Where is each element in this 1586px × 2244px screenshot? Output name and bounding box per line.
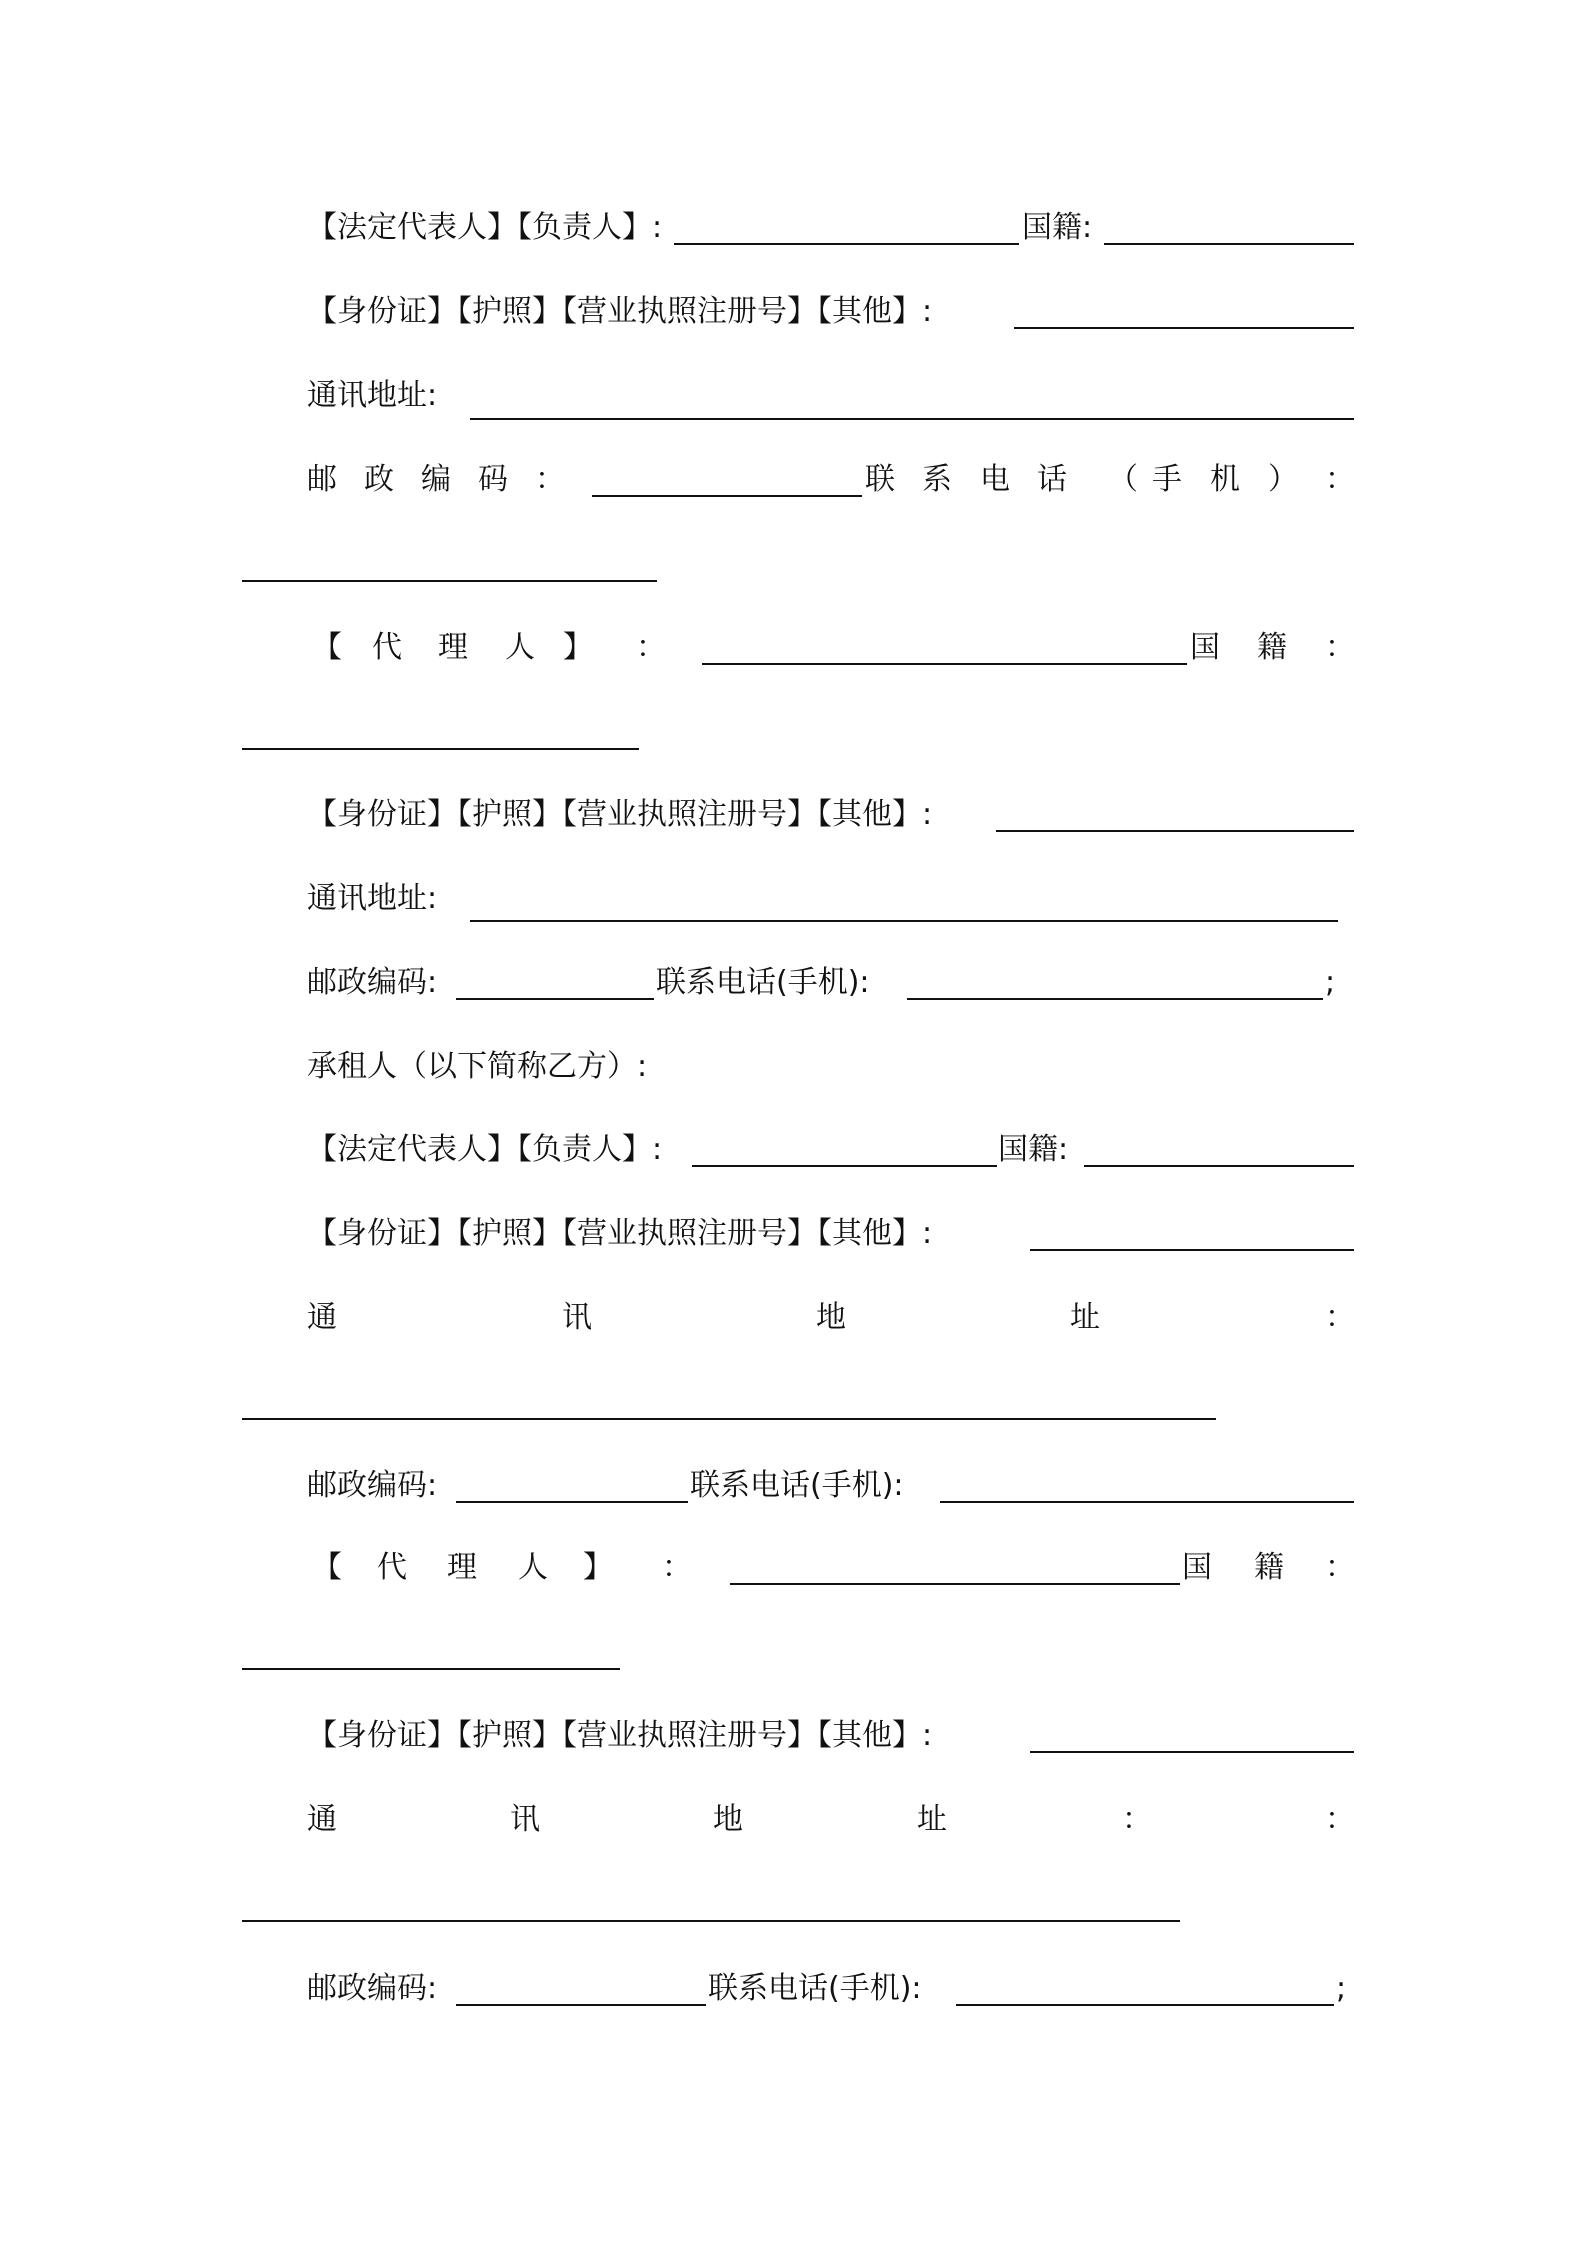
lessee-agent-char-0: 【 bbox=[312, 1550, 342, 1585]
lessor-agent-id-blank[interactable] bbox=[996, 830, 1354, 832]
lessee-id-label: 【身份证】【护照】【营业执照注册号】【其他】: bbox=[307, 1216, 933, 1251]
lessor-rep-label: 【法定代表人】【负责人】: bbox=[307, 210, 663, 245]
lessor-agent-blank[interactable] bbox=[702, 663, 1187, 665]
lessee-nationality-label: 国籍: bbox=[998, 1132, 1069, 1167]
lessee-phone-blank[interactable] bbox=[940, 1501, 1354, 1503]
lessee-agent-char-4: 】 bbox=[583, 1550, 613, 1585]
lessee-postal-label: 邮政编码: bbox=[307, 1468, 438, 1503]
lessor-phone-char-2: 电 bbox=[980, 462, 1010, 497]
lessee-agent-nationality-blank[interactable] bbox=[242, 1668, 620, 1670]
lessor-agent-phone-label: 联系电话(手机): bbox=[656, 965, 870, 1000]
lessor-agent-address-blank[interactable] bbox=[470, 920, 1338, 922]
lessee-address-char-1: 讯 bbox=[562, 1300, 592, 1335]
lessee-agent-phone-blank[interactable] bbox=[956, 2004, 1334, 2006]
lessor-agent-nat-char-0: 国 bbox=[1190, 630, 1220, 665]
lessor-agent-phone-blank[interactable] bbox=[907, 998, 1323, 1000]
lessor-phone-char-4: （ bbox=[1108, 462, 1138, 497]
lessee-agent-nat-char-0: 国 bbox=[1182, 1550, 1212, 1585]
lessor-postal-char-0: 邮 bbox=[307, 462, 337, 497]
lessee-agent-postal-label: 邮政编码: bbox=[307, 1971, 438, 2006]
lessee-nationality-blank[interactable] bbox=[1084, 1165, 1354, 1167]
lessor-phone-char-8: ： bbox=[1325, 462, 1355, 497]
lessee-address-char-0: 通 bbox=[307, 1300, 337, 1335]
lessee-agent-address-char-1: 讯 bbox=[510, 1802, 540, 1837]
lessor-agent-nat-char-2: ： bbox=[1325, 630, 1355, 665]
lessee-agent-address-char-4: ： bbox=[1122, 1802, 1152, 1837]
lessee-agent-address-char-3: 址 bbox=[917, 1802, 947, 1837]
lessee-rep-blank[interactable] bbox=[692, 1165, 997, 1167]
lessor-id-blank[interactable] bbox=[1014, 327, 1354, 329]
lessor-postal-char-2: 编 bbox=[421, 462, 451, 497]
lessee-agent-blank[interactable] bbox=[730, 1583, 1180, 1585]
lessor-postal-char-3: 码 bbox=[478, 462, 508, 497]
lessee-phone-label: 联系电话(手机): bbox=[690, 1468, 904, 1503]
lessor-rep-blank[interactable] bbox=[674, 243, 1019, 245]
lessor-phone-char-6: 机 bbox=[1210, 462, 1240, 497]
lessor-phone-char-5: 手 bbox=[1152, 462, 1182, 497]
lessee-agent-address-blank[interactable] bbox=[242, 1920, 1180, 1922]
lessor-agent-id-label: 【身份证】【护照】【营业执照注册号】【其他】: bbox=[307, 797, 933, 832]
lessee-address-char-2: 地 bbox=[816, 1300, 846, 1335]
lessee-agent-nat-char-1: 籍 bbox=[1254, 1550, 1284, 1585]
lessee-agent-char-3: 人 bbox=[518, 1550, 548, 1585]
lessor-agent-char-0: 【 bbox=[312, 630, 342, 665]
lessor-id-label: 【身份证】【护照】【营业执照注册号】【其他】: bbox=[307, 294, 933, 329]
lessor-agent-nationality-blank[interactable] bbox=[242, 748, 639, 750]
lessor-nationality-label: 国籍: bbox=[1022, 210, 1093, 245]
lessee-postal-blank[interactable] bbox=[456, 1501, 688, 1503]
lessor-postal-char-4: ： bbox=[535, 462, 565, 497]
lessee-agent-address-char-5: ： bbox=[1325, 1802, 1355, 1837]
lessor-agent-char-2: 理 bbox=[438, 630, 468, 665]
lessor-postal-blank[interactable] bbox=[592, 495, 862, 497]
lessor-address-blank[interactable] bbox=[470, 418, 1354, 420]
lessor-nationality-blank[interactable] bbox=[1104, 243, 1354, 245]
lessor-agent-postal-label: 邮政编码: bbox=[307, 965, 438, 1000]
lessee-agent-address-char-0: 通 bbox=[307, 1802, 337, 1837]
lessor-agent-char-4: 】 bbox=[563, 630, 593, 665]
lessee-address-blank[interactable] bbox=[242, 1418, 1216, 1420]
lessor-phone-char-3: 话 bbox=[1037, 462, 1067, 497]
lessee-agent-end-punct: ; bbox=[1336, 1971, 1347, 2006]
lessee-address-char-3: 址 bbox=[1070, 1300, 1100, 1335]
lessor-phone-blank[interactable] bbox=[242, 580, 657, 582]
lessor-address-label: 通讯地址: bbox=[307, 378, 438, 413]
lessor-phone-char-7: ） bbox=[1268, 462, 1298, 497]
lessor-agent-char-1: 代 bbox=[372, 630, 402, 665]
lessor-agent-address-label: 通讯地址: bbox=[307, 881, 438, 916]
lessee-id-blank[interactable] bbox=[1030, 1249, 1354, 1251]
lessor-agent-nat-char-1: 籍 bbox=[1257, 630, 1287, 665]
lessor-postal-char-1: 政 bbox=[364, 462, 394, 497]
lessor-agent-end-punct: ; bbox=[1325, 965, 1336, 1000]
lessor-phone-char-0: 联 bbox=[865, 462, 895, 497]
lessee-agent-id-label: 【身份证】【护照】【营业执照注册号】【其他】: bbox=[307, 1718, 933, 1753]
lessee-agent-postal-blank[interactable] bbox=[456, 2004, 706, 2006]
lessee-agent-phone-label: 联系电话(手机): bbox=[708, 1971, 922, 2006]
lessor-agent-char-3: 人 bbox=[505, 630, 535, 665]
lessee-agent-nat-char-2: ： bbox=[1325, 1550, 1355, 1585]
lessor-phone-char-1: 系 bbox=[922, 462, 952, 497]
lessor-agent-postal-blank[interactable] bbox=[456, 998, 654, 1000]
lessee-agent-char-1: 代 bbox=[377, 1550, 407, 1585]
lessee-rep-label: 【法定代表人】【负责人】: bbox=[307, 1132, 663, 1167]
lessee-agent-char-2: 理 bbox=[447, 1550, 477, 1585]
lessee-agent-address-char-2: 地 bbox=[713, 1802, 743, 1837]
lessor-agent-char-5: ： bbox=[636, 630, 666, 665]
lessee-heading: 承租人（以下简称乙方）: bbox=[307, 1049, 648, 1084]
lessee-agent-id-blank[interactable] bbox=[1030, 1751, 1354, 1753]
lessee-agent-char-5: ： bbox=[662, 1550, 692, 1585]
lessee-address-char-4: ： bbox=[1325, 1300, 1355, 1335]
